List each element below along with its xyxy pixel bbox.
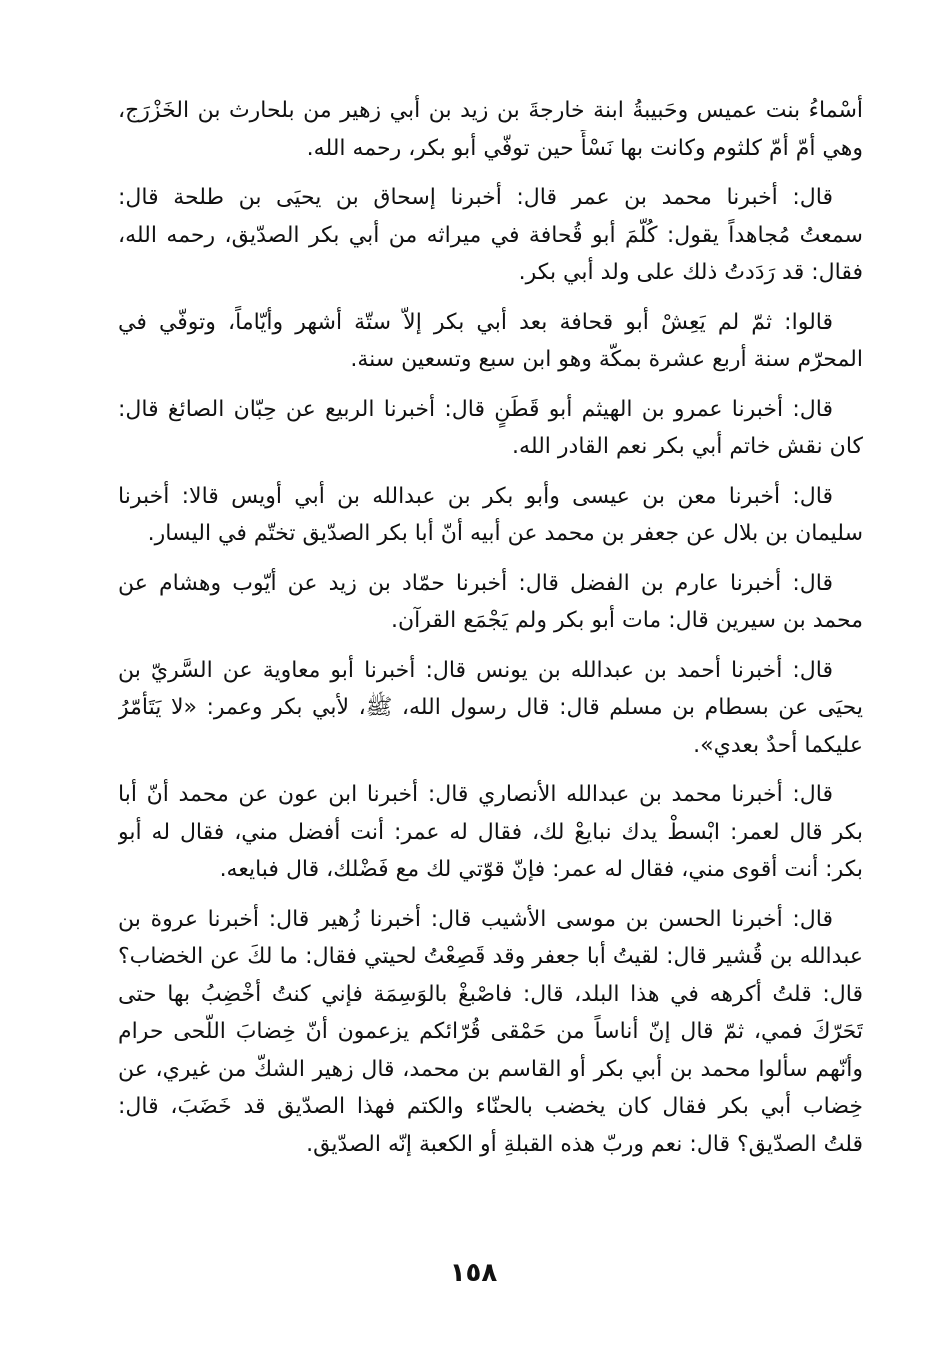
text-line: أسْماءُ بنت عميس وحَبيبةُ ابنة خارجةَ بن زيد بن أبي زهير من بلحارث بن الخَزْرَج،	[118, 98, 863, 123]
text-line: قالوا: ثمّ لم يَعِشْ أبو قحافة بعد أبي بكر إلاّ ستّة أشهر وأيّاماً، وتوفّي في	[118, 309, 833, 335]
text-line: قال: أخبرنا الحسن بن موسى الأشيب قال: أخبرنا زُهير قال: أخبرنا عروة بن	[118, 906, 833, 932]
text-line: المحرّم سنة أربع عشرة بمكّة وهو ابن سبع وتسعين سنة.	[350, 347, 863, 372]
text-line: تَحَرّكَ فمي، ثمّ قال إنّ أناساً من حَمْقى قُرّائكم يزعمون أنّ خِضابَ اللّحى حرام	[118, 1019, 863, 1044]
text-line: قال: أخبرنا أحمد بن عبدالله بن يونس قال: أخبرنا أبو معاوية عن السَّريّ بن	[118, 657, 833, 683]
text-line: محمد بن سيرين قال: مات أبو بكر ولم يَجْمَع القرآن.	[390, 608, 863, 633]
text-line: قال: أخبرنا عمرو بن الهيثم أبو قَطَنٍ قال: أخبرنا الربيع عن حِبّان الصائغ قال:	[118, 396, 833, 422]
text-line: سليمان بن بلال عن جعفر بن محمد عن أبيه أنّ أبا بكر الصدّيق تختّم في اليسار.	[147, 521, 863, 546]
text-line: بكر: أنت أقوى مني، فقال له عمر: فإنّ قوّتي لك مع فَضْلك، قال فبايعه.	[219, 857, 863, 882]
text-line: يحيَى عن بسطام بن مسلم قال: قال رسول الله، ﷺ، لأبي بكر وعمر: «لا يَتَأمّرُ	[118, 695, 863, 720]
text-line: قلتُ الصدّيق؟ قال: نعم وربّ هذه القبلةِ أو الكعبة إنّه الصدّيق.	[306, 1131, 863, 1157]
paragraph-4	[118, 391, 863, 466]
text-line: خِضاب أبي بكر فقال كان يخضب بالحنّاء والكتم فهذا الصدّيق قد خَضَبَ، قال:	[118, 1094, 863, 1119]
text-line: عليكما أحدٌ بعدي».	[693, 732, 863, 758]
text-line: كان نقش خاتم أبي بكر نعم القادر الله.	[512, 434, 863, 459]
paragraph-1	[118, 92, 863, 167]
paragraph-8	[118, 776, 863, 889]
paragraph-3	[118, 304, 863, 379]
text-line: سمعتُ مُجاهداً يقول: كُلّمَ أبو قُحافة في ميراثه من أبي بكر الصدّيق، رحمه الله،	[118, 222, 863, 248]
paragraph-5	[118, 478, 863, 553]
text-line: قال: قلتُ أكرهه في هذا البلد، قال: فاصْبغْ بالوَسِمَة فإني كنتُ أخْضِبُ بها حتى	[118, 981, 863, 1007]
text-line: قال: أخبرنا محمد بن عمر قال: أخبرنا إسحاق بن يحيَى بن طلحة قال:	[118, 185, 833, 210]
text-line: بكر قال لعمر: ابْسطْ يدك نبايعْ لك، فقال له عمر: أنت أفضل مني، فقال له أبو	[118, 819, 863, 845]
page-number: ١٥٨	[449, 1258, 498, 1288]
text-line: وأنّهم سألوا محمد بن أبي بكر أو القاسم بن محمد، قال زهير الشكّ من غيري، عن	[118, 1056, 863, 1082]
text-line: فقال: قد رَدَدتُ ذلك على ولد أبي بكر.	[518, 260, 863, 285]
text-line: قال: أخبرنا معن بن عيسى وأبو بكر بن عبدالله بن أبي أويس قالا: أخبرنا	[118, 483, 833, 509]
paragraph-2	[118, 179, 863, 292]
page-body	[118, 92, 863, 1175]
text-line: قال: أخبرنا محمد بن عبدالله الأنصاري قال: أخبرنا ابن عون عن محمد أنّ أبا	[118, 782, 833, 807]
text-line: عبدالله بن قُشير قال: لقيتُ أبا جعفر وقد قَصِعْتُ لحيتي فقال: ما لكَ عن الخضاب؟	[118, 944, 863, 969]
paragraph-6	[118, 565, 863, 640]
text-line: قال: أخبرنا عارم بن الفضل قال: أخبرنا حمّاد بن زيد عن أيّوب وهشام عن	[118, 570, 833, 596]
paragraph-7	[118, 652, 863, 765]
paragraph-9	[118, 901, 863, 1164]
text-line: وهي أمّ أمّ كلثوم وكانت بها نَسْأً حين توفّي أبو بكر، رحمه الله.	[306, 135, 863, 161]
